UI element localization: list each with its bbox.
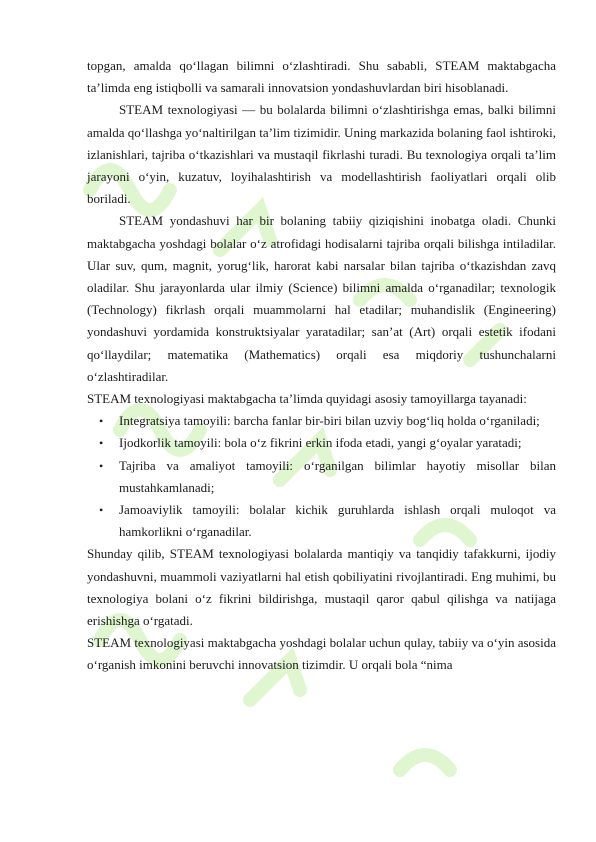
list-item: [87, 432, 556, 454]
paragraph: topgan, amalda qo‘llagan bilimni o‘zlashtiradi. Shu sababli, STEAM maktabgacha ta’limda eng istiqbolli va samarali innovatsion yondashuvlardan biri hisoblanadi.: [87, 58, 556, 96]
watermark-mark: [400, 755, 450, 770]
paragraph: Shunday qilib, STEAM texnologiyasi bolalarda mantiqiy va tanqidiy tafakkurni, ijodiy yondashuvni, muammoli vaziyatlarni hal etish qobiliyatini rivojlantiradi. Eng muhimi, bu texnologiya bolani o‘z fikrini bildirishga, mustaqil qaror qabul qilishga va natijaga erishishga o‘rgatadi.: [87, 546, 556, 629]
list-item-text: Jamoaviylik tamoyili: bolalar kichik guruhlarda ishlash orqali muloqot va hamkorlikni o‘rganadilar.: [119, 502, 556, 540]
bullet-icon: •: [99, 458, 104, 473]
list-item: [87, 410, 556, 432]
bullet-icon: •: [99, 436, 104, 451]
paragraph: STEAM texnologiyasi maktabgacha ta’limda quyidagi asosiy tamoyillarga tayanadi:: [87, 391, 527, 407]
bullet-icon: •: [99, 503, 104, 518]
bullet-icon: •: [99, 414, 104, 429]
list-item-text: Ijodkorlik tamoyili: bola o‘z fikrini erkin ifoda etadi, yangi g‘oyalar yaratadi;: [119, 435, 522, 451]
paragraph: STEAM yondashuvi har bir bolaning tabiiy qiziqishini inobatga oladi. Chunki maktabgacha yoshdagi bolalar o‘z atrofidagi hodisalarni tajriba orqali bilishga intiladilar. Ular suv, qum, magnit, yorug‘lik, harorat kabi narsalar bilan tajriba o‘tkazishdan zavq oladilar. Shu jarayonlarda ular ilmiy (Science) bilimni amalda o‘rganadilar; texnologik (Technology) fikrlash orqali muammolarni hal etadilar; muhandislik (Engineering) yondashuvi yordamida konstruktsiyalar yaratadilar; san’at (Art) orqali estetik ifodani qo‘llaydilar; matematika (Mathematics) orqali esa miqdoriy tushunchalarni o‘zlashtiradilar.: [87, 213, 556, 384]
paragraph: STEAM texnologiyasi — bu bolalarda bilimni o‘zlashtirishga emas, balki bilimni amalda qo‘llashga yo‘naltirilgan ta’lim tizimidir. Uning markazida bolaning faol ishtiroki, izlanishlari, tajriba o‘tkazishlari va mustaqil fikrlashi turadi. Bu texnologiya orqali ta’lim jarayoni o‘yin, kuzatuv, loyihalashtirish va modellashtirish faoliyatlari orqali olib boriladi.: [87, 102, 556, 207]
list-item-text: Tajriba va amaliyot tamoyili: o‘rganilgan bilimlar hayotiy misollar bilan mustahkamlanadi;: [119, 457, 556, 495]
paragraphs-before: [87, 55, 556, 410]
list-item: [87, 499, 556, 543]
list-item-text: Integratsiya tamoyili: barcha fanlar bir-biri bilan uzviy bog‘liq holda o‘rganiladi;: [119, 413, 540, 429]
list-item: [87, 455, 556, 499]
paragraph: STEAM texnologiyasi maktabgacha yoshdagi bolalar uchun qulay, tabiiy va o‘yin asosida o‘rganish imkonini beruvchi innovatsion tizimdir. U orqali bola “nima: [87, 635, 556, 673]
document-body: [87, 55, 556, 677]
paragraphs-after: [87, 543, 556, 676]
principles-list: [87, 410, 556, 543]
